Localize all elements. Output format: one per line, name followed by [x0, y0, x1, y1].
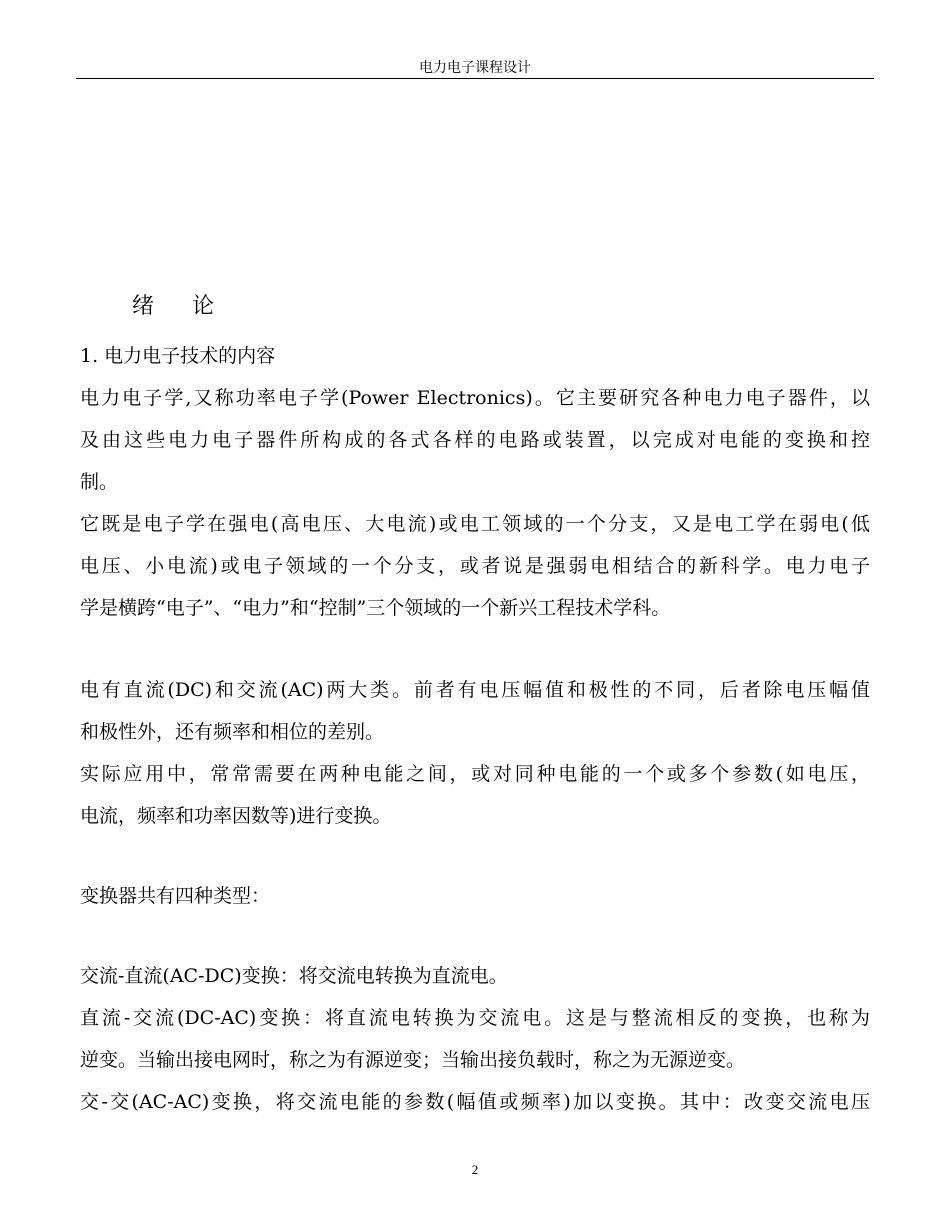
text-line: 及由这些电力电子器件所构成的各式各样的电路或装置，以完成对电能的变换和控: [80, 429, 870, 451]
text-line: 电力电子学,又称功率电子学(Power Electronics)。它主要研究各种电力电子器件，以: [80, 387, 870, 409]
text-line: 逆变。当输出接电网时，称之为有源逆变；当输出接负载时，称之为无源逆变。: [80, 1049, 746, 1071]
page-header: 电力电子课程设计: [419, 60, 531, 76]
text-line: 学是横跨“电子”、“电力”和“控制”三个领域的一个新兴工程技术学科。: [80, 597, 671, 619]
text-line: 电流，频率和功率因数等)进行变换。: [80, 805, 392, 827]
text-line: 直流-交流(DC-AC)变换：将直流电转换为交流电。这是与整流相反的变换，也称为: [80, 1007, 870, 1029]
text-line: 交流-直流(AC-DC)变换：将交流电转换为直流电。: [80, 965, 508, 987]
text-line: 1. 电力电子技术的内容: [80, 345, 276, 367]
header-divider: [76, 78, 874, 79]
text-line: 电有直流(DC)和交流(AC)两大类。前者有电压幅值和极性的不同，后者除电压幅值: [80, 679, 870, 701]
section-title: 绪 论: [132, 294, 216, 319]
page-number: 2: [471, 1162, 479, 1177]
text-line: 交-交(AC-AC)变换，将交流电能的参数(幅值或频率)加以变换。其中：改变交流电压: [80, 1091, 870, 1113]
text-line: 它既是电子学在强电(高电压、大电流)或电工领域的一个分支，又是电工学在弱电(低: [80, 513, 870, 535]
text-line: 变换器共有四种类型：: [80, 885, 271, 907]
text-line: 和极性外，还有频率和相位的差别。: [80, 721, 385, 743]
text-line: 电压、小电流)或电子领域的一个分支，或者说是强弱电相结合的新科学。电力电子: [80, 555, 870, 577]
text-line: 实际应用中，常常需要在两种电能之间，或对同种电能的一个或多个参数(如电压，: [80, 763, 870, 785]
text-line: 制。: [80, 471, 119, 493]
